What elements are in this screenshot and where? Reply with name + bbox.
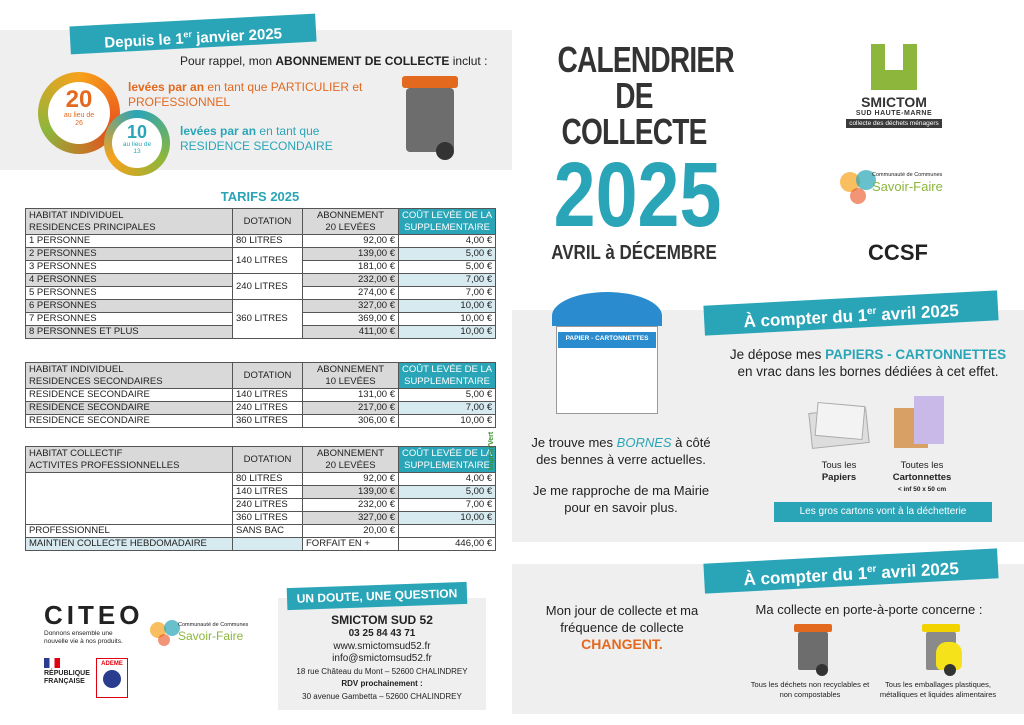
- table-row: RESIDENCE SECONDAIRE 240 LITRES 217,00 € 7,00 €: [26, 402, 496, 415]
- table-row: 8 PERSONNES ET PLUS 411,00 € 10,00 €: [26, 326, 496, 339]
- bornes-text: Je trouve mes BORNES à côté des bennes à verre actuelles.: [531, 435, 711, 467]
- mairie-text: Je me rapproche de ma Mairie pour en savoir plus.: [532, 483, 710, 515]
- jour-collecte-text: Mon jour de collecte et ma fréquence de collecte CHANGENT.: [545, 603, 699, 652]
- porte-a-porte-text: Ma collecte en porte-à-porte concerne :: [755, 602, 983, 617]
- section2-ribbon: À compter du 1er avril 2025: [703, 548, 998, 593]
- table-row: 4 PERSONNES 240 LITRES 232,00 € 7,00 €: [26, 274, 496, 287]
- tarifs-collectif-table: HABITAT COLLECTIF ACTIVITES PROFESSIONNELLES DOTATION ABONNEMENT 20 LEVÉES COÛT LEVÉE DE LA SUPPLEMENTAIRE 80 LITRES 92,00 € 4,00 € 140 LITRES 139,00 € 5,00 € 240 LITRES 232,00 € 7,00 € 360 LITRES 327,00 € 10,00 € PROFESSIONNEL SANS BAC 20,00 € MAINTIEN COLLECTE HEBDOMADAIRE FORFAIT EN + 446,00 €: [25, 446, 496, 551]
- wheelie-bin-icon: [400, 76, 460, 160]
- citeo-tagline: Donnons ensemble une nouvelle vie à nos produits.: [44, 630, 123, 645]
- table-row: 2 PERSONNES 140 LITRES 139,00 € 5,00 €: [26, 248, 496, 261]
- ccsf-label: CCSF: [868, 240, 928, 265]
- table-row: 5 PERSONNES 274,00 € 7,00 €: [26, 287, 496, 300]
- gros-cartons-note: Les gros cartons vont à la déchetterie: [774, 502, 992, 522]
- table-row: 1 PERSONNE 80 LITRES 92,00 € 4,00 €: [26, 235, 496, 248]
- levees-secondaire-text: levées par an en tant que RESIDENCE SECONDAIRE: [180, 124, 333, 153]
- table-row: PROFESSIONNEL SANS BAC 20,00 €: [26, 525, 496, 538]
- cardboard-icon: [890, 392, 950, 450]
- smictom-logo: SMICTOM SUD HAUTE-MARNE collecte des déchets ménagers: [846, 44, 942, 128]
- table-row: 3 PERSONNES 181,00 € 5,00 €: [26, 261, 496, 274]
- republique-francaise-logo: RÉPUBLIQUE FRANÇAISE: [44, 658, 90, 686]
- table-row: 7 PERSONNES 369,00 € 10,00 €: [26, 313, 496, 326]
- table-row: MAINTIEN COLLECTE HEBDOMADAIRE FORFAIT EN + 446,00 €: [26, 538, 496, 551]
- table-row: RESIDENCE SECONDAIRE 360 LITRES 306,00 € 10,00 €: [26, 415, 496, 428]
- citeo-logo: CITEO: [44, 600, 144, 630]
- levees-10-circle: 10 au lieu de 13: [104, 110, 170, 176]
- levees-particulier-text: levées par an en tant que PARTICULIER et PROFESSIONNEL: [128, 80, 363, 109]
- table-row: 240 LITRES 232,00 € 7,00 €: [26, 499, 496, 512]
- grey-bin-icon: [794, 624, 832, 676]
- table-row: 6 PERSONNES 360 LITRES 327,00 € 10,00 €: [26, 300, 496, 313]
- ccsf-logo: Communauté de Communes Savoir-Faire: [838, 168, 948, 213]
- tarifs-residences-principales-table: HABITAT INDIVIDUEL RESIDENCES PRINCIPALES DOTATION ABONNEMENT 20 LEVÉES COÛT LEVÉE DE LA SUPPLEMENTAIRE 1 PERSONNE 80 LITRES 92,00 € 4,00 € 2 PERSONNES 140 LITRES 139,00 € 5,00 € 3 PERSONNES 181,00 € 5,00 € 4 PERSONNES 240 LITRES 232,00 € 7,00 € 5 PERSONNES 274,00 € 7,00 € 6 PERSONNES 360 LITRES 327,00 € 10,00 € 7 PERSONNES 369,00 € 10,00 € 8 PERSONNES ET PLUS 411,00 € 10,00 €: [25, 208, 496, 339]
- contact-ribbon: UN DOUTE, UNE QUESTION: [287, 582, 468, 610]
- tarifs-residences-secondaires-table: HABITAT INDIVIDUEL RESIDENCES SECONDAIRES DOTATION ABONNEMENT 10 LEVÉES COÛT LEVÉE DE LA SUPPLEMENTAIRE RESIDENCE SECONDAIRE 140 LITRES 131,00 € 5,00 € RESIDENCE SECONDAIRE 240 LITRES 217,00 € 7,00 € RESIDENCE SECONDAIRE 360 LITRES 306,00 € 10,00 €: [25, 362, 496, 428]
- table-row: 140 LITRES 139,00 € 5,00 €: [26, 486, 496, 499]
- papiers-caption: Tous les Papiers: [821, 460, 857, 483]
- cartonnettes-caption: Toutes les Cartonnettes < inf 50 x 50 cm: [892, 460, 952, 493]
- calendar-title: CALENDRIER DE COLLECTE 2025 AVRIL à DÉCEMBRE: [551, 39, 734, 264]
- ccsf-small-logo: Communauté de Communes Savoir-Faire: [148, 618, 248, 653]
- table-row: RESIDENCE SECONDAIRE 140 LITRES 131,00 € 5,00 €: [26, 389, 496, 402]
- yellow-bin-icon: [920, 624, 964, 676]
- tarifs-title: TARIFS 2025: [220, 189, 300, 204]
- imprim-vert-label: Imprim'Vert: [488, 431, 495, 470]
- bin2-caption: Tous les emballages plastiques, métalliques et liquides alimentaires: [879, 680, 997, 699]
- table-row: 360 LITRES 327,00 € 10,00 €: [26, 512, 496, 525]
- table-row: 80 LITRES 92,00 € 4,00 €: [26, 473, 496, 486]
- rappel-text: Pour rappel, mon ABONNEMENT DE COLLECTE inclut :: [180, 54, 488, 68]
- since-january-ribbon: Depuis le 1er janvier 2025: [69, 14, 316, 55]
- contact-details: SMICTOM SUD 52 03 25 84 43 71 www.smictomsud52.fr info@smictomsud52.fr 18 rue Château du Mont – 52600 CHALINDREY RDV prochainement : 30 avenue Gambetta – 52600 CHALINDREY: [296, 613, 468, 701]
- bin1-caption: Tous les déchets non recyclables et non compostables: [750, 680, 870, 699]
- levees-20-circle: 20 au lieu de 26: [38, 72, 120, 154]
- depose-text: Je dépose mes PAPIERS - CARTONNETTES en vrac dans les bornes dédiées à cet effet.: [729, 347, 1007, 379]
- ademe-logo: ADEME: [96, 658, 128, 698]
- papers-icon: [806, 400, 872, 450]
- paper-bin-icon: PAPIER - CARTONNETTES: [552, 292, 662, 414]
- section1-ribbon: À compter du 1er avril 2025: [703, 290, 998, 335]
